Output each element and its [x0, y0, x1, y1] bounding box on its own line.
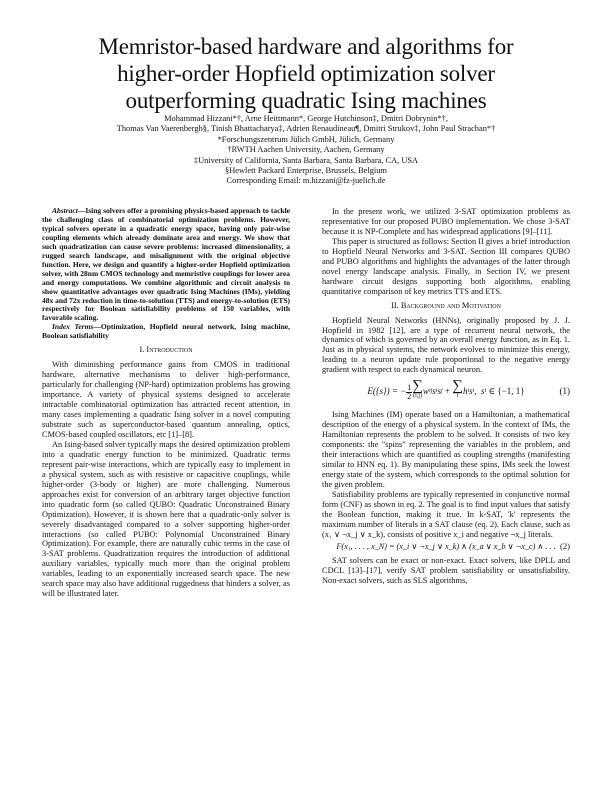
abstract-label: Abstract	[52, 206, 78, 215]
abstract-text: —Ising solvers offer a promising physics-based approach to tackle the challenging class of combinatorial optimization problems. However, typical solvers operate in a quadratic energy space, having only pair-wise coupling elements which already dominate area and energy. We show that such quadratization can cause severe problems: increased dimensionality, a rugged search landscape, and misalignment with the original objective function. Here, we design and quantify a higher-order Hopfield optimization solver, with 28nm CMOS technology and memristive couplings for lower area and energy computations. We combine algorithmic and circuit analysis to show quantitative advantages over quadratic Ising Machines (IMs), yielding 48x and 72x reduction in time-to-solution (TTS) and energy-to-solution (ETS) respectively for Boolean satisfiability problems of 150 variables, with favorable scaling.	[42, 206, 291, 323]
affiliation-line: †RWTH Aachen University, Aachen, Germany	[227, 145, 385, 155]
equation-1: E({s}) = − $\frac{1}{2}$ ∑ (i,j) w ij s i s j + ∑ i h i s i , s i ∈ {−1, 1} (1)	[367, 378, 570, 401]
index-terms-label: Index Terms	[52, 322, 94, 332]
eq1-sum1: ∑ (i,j)	[412, 378, 423, 400]
body-paragraph: An Ising-based solver typically maps the desired optimization problem into a quadratic energy function to be minimized. Quadratic terms represent pair-wise interactions, which are typically easy to implement in a physical system, such as with resistive or capacitive couplings, while higher-order (3-body or higher) are more challenging. Numerous approaches exist for conversion of an arbitrary target objective function into quadratic form (so called QUBO: Quadratic Unconstrained Binary Optimization). However, it is shown here that a quadratic-only solver is severely disadvantaged compared to a solver supporting higher-order interactions (so called PUBO: Polynomial Unconstrained Binary Optimization). For example, there are naturally cubic terms in the case of 3-SAT problems. Quadratization requires the introduction of additional auxiliary variables, typically much more than the original problem variables, leading to an exponentially increased search space. The new search space may also have additional ruggedness that hinders a solver, as will be illustrated later.	[42, 439, 290, 599]
title-line: outperforming quadratic Ising machines	[125, 88, 487, 113]
section-heading-background: II. Background and Motivation	[391, 300, 501, 310]
eq1-sum2: ∑ i	[452, 378, 463, 400]
right-column	[322, 207, 570, 586]
body-paragraph: SAT solvers can be exact or non-exact. Exact solvers, like DPLL and CDCL [13]–[17], verify SAT problem satisfiability or unsatisfiability. Non-exact solvers, such as SLS algorithms,	[322, 555, 570, 585]
left-column	[42, 207, 290, 599]
body-paragraph: With diminishing performance gains from CMOS in traditional hardware, alternative mechanisms to deliver high-performance, particularly for challenging (NP-hard) optimization problems has growing importance. A variety of physical systems designed to accelerate intractable combinatorial optimization has attracted recent attention, in many cases implementing a quadratic Ising solver in a novel computing substrate such as superconductor-based quantum annealing, optics, CMOS-based coupled oscillators, etc [1]–[8].	[42, 360, 290, 439]
author-block	[40, 114, 572, 187]
title-line: Memristor-based hardware and algorithms for	[98, 34, 514, 59]
body-paragraph: Hopfield Neural Networks (HNNs), originally proposed by J. J. Hopfield in 1982 [12], are a type of recurrent neural network, the dynamics of which is governed by an overall energy function, as in Eq. 1. Just as in physical systems, the network evolves to minimize this energy, leading to a neuron update rule proportional to the negative energy gradient with respect to each dynamical neuron.	[322, 315, 570, 375]
author-line: Mohammad Hizzani*†, Arne Heittmann*, George Hutchinson‡, Dmitri Dobrynin*†,	[164, 114, 448, 123]
eq2-body: F(x₁, . . . , x_N) = (x_i ∨ ¬x_j ∨ x_k) ∧ (x_a ∨ x_b ∨ ¬x_c) ∧ . . .	[336, 542, 556, 552]
abstract	[42, 207, 290, 341]
eq1-number: (1)	[559, 386, 570, 397]
author-line: Thomas Van Vaerenbergh§, Tinish Bhattacharya‡, Adrien Renaudineau¶, Dmitri Strukov‡, John Paul Strachan*†	[116, 124, 496, 134]
equation-2	[322, 541, 570, 554]
corresponding-email: Corresponding Email: m.hizzani@fz-juelich.de	[226, 176, 386, 186]
paper-title	[40, 33, 572, 114]
eq1-fraction: $\frac{1}{2}$	[407, 382, 412, 401]
eq1-lhs: E({s}) = −	[367, 386, 407, 397]
affiliation-line: §Hewlett Packard Enterprise, Brussels, Belgium	[225, 166, 387, 176]
affiliation-line: ‡University of California, Santa Barbara, Santa Barbara, CA, USA	[193, 155, 419, 165]
body-paragraph: Satisfiability problems are typically represented in conjunctive normal form (CNF) as shown in eq. 2. The goal is to find input values that satisfy the Boolean function, making it true. In k-SAT, 'k' represents the maximum number of literals in a SAT clause (eq. 2). Each clause, such as (x₁ ∨ ¬x_j ∨ x_k), consists of positive x_i and negative ¬x_j literals.	[322, 489, 570, 539]
body-paragraph: In the present work, we utilized 3-SAT optimization problems as representative for our proposed PUBO implementation. We chose 3-SAT because it is NP-Complete and has widespread applications [9]–[11].	[322, 207, 570, 236]
affiliation-line: *Forschungszentrum Jülich GmbH, Jülich, Germany	[217, 134, 395, 144]
body-paragraph: This paper is structured as follows: Section II gives a brief introduction to Hopfield Neural Networks and 3-SAT. Section III compares QUBO and PUBO algorithms and highlights the advantages of the latter through novel energy landscape analysis. Finally, in Section IV, we present hardware circuit designs supporting both algorithms, enabling quantitative comparison of key metrics TTS and ETS.	[322, 236, 570, 296]
body-paragraph: Ising Machines (IM) operate based on a Hamiltonian, a mathematical description of the energy of a physical system. In the context of IMs, the Hamiltonian represents the problem to be solved. It consists of two key components: the "spins" representing the variables in the problem, and their interactions which are quantified as coupling strengths (manifesting similar to HNN eq. 1). By manipulating these spins, IMs seek the lowest energy state of the system, which corresponds to the optimal solution for the given problem.	[322, 410, 570, 489]
index-terms-text: —Optimization, Hopfield neural network, Ising machine, Boolean satisfiability	[42, 322, 291, 341]
section-heading-introduction: I. Introduction	[139, 345, 193, 355]
title-line: higher-order Hopfield optimization solver	[117, 61, 495, 86]
eq2-number: (2)	[559, 541, 570, 552]
